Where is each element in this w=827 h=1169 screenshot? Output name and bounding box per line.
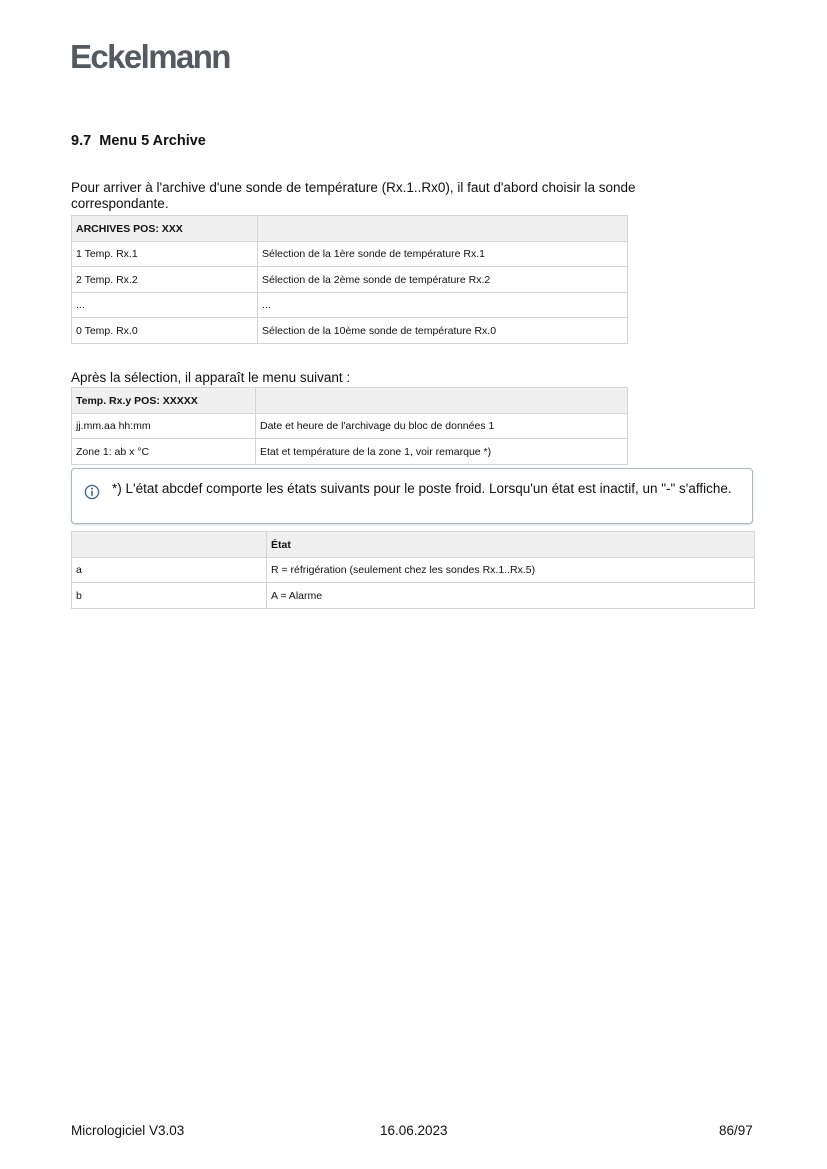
table-cell: b — [72, 583, 267, 609]
table-cell: Etat et température de la zone 1, voir remarque *) — [256, 439, 628, 465]
table-row — [72, 583, 755, 609]
state-table — [71, 531, 755, 609]
table-cell: ... — [258, 293, 628, 318]
table-cell: Date et heure de l'archivage du bloc de données 1 — [256, 414, 628, 439]
table-header-row — [72, 532, 755, 558]
archives-table — [71, 215, 628, 344]
table-cell: Sélection de la 10ème sonde de température Rx.0 — [258, 318, 628, 344]
table-cell: Zone 1: ab x °C — [72, 439, 256, 465]
company-logo: Eckelmann — [70, 38, 230, 75]
table-cell: jj.mm.aa hh:mm — [72, 414, 256, 439]
table-header-cell — [258, 216, 628, 242]
table-header-cell: État — [267, 532, 755, 558]
table-cell: Sélection de la 2ème sonde de température Rx.2 — [258, 267, 628, 293]
table-header-cell: Temp. Rx.y POS: XXXXX — [72, 388, 256, 414]
info-icon — [84, 484, 100, 500]
table-header-cell — [72, 532, 267, 558]
note-box — [71, 468, 753, 524]
table-row — [72, 293, 628, 318]
section-heading — [71, 133, 206, 149]
section-title: Menu 5 Archive — [99, 133, 206, 149]
table-row — [72, 414, 628, 439]
table-header-row — [72, 388, 628, 414]
table-header-cell: ARCHIVES POS: XXX — [72, 216, 258, 242]
table-row — [72, 439, 628, 465]
archive-detail-table — [71, 387, 628, 465]
table-row — [72, 242, 628, 267]
table-cell: 0 Temp. Rx.0 — [72, 318, 258, 344]
table-row — [72, 558, 755, 583]
table-cell: 2 Temp. Rx.2 — [72, 267, 258, 293]
intro-paragraph: Pour arriver à l'archive d'une sonde de température (Rx.1..Rx0), il faut d'abord choisir la sonde correspondante. — [71, 180, 636, 211]
table-header-cell — [256, 388, 628, 414]
table-cell: A = Alarme — [267, 583, 755, 609]
footer-date: 16.06.2023 — [380, 1123, 448, 1138]
table-cell: R = réfrigération (seulement chez les sondes Rx.1..Rx.5) — [267, 558, 755, 583]
table-cell: Sélection de la 1ère sonde de température Rx.1 — [258, 242, 628, 267]
table-cell: ... — [72, 293, 258, 318]
section-number: 9.7 — [71, 133, 92, 149]
table-row — [72, 267, 628, 293]
table-cell: 1 Temp. Rx.1 — [72, 242, 258, 267]
footer-page-number: 86/97 — [719, 1123, 753, 1138]
after-selection-paragraph: Après la sélection, il apparaît le menu suivant : — [71, 370, 351, 385]
table-row — [72, 318, 628, 344]
footer-firmware-version: Micrologiciel V3.03 — [71, 1123, 185, 1138]
note-text: *) L'état abcdef comporte les états suivants pour le poste froid. Lorsqu'un état est inactif, un "-" s'affiche. — [112, 481, 732, 496]
table-header-row — [72, 216, 628, 242]
table-cell: a — [72, 558, 267, 583]
